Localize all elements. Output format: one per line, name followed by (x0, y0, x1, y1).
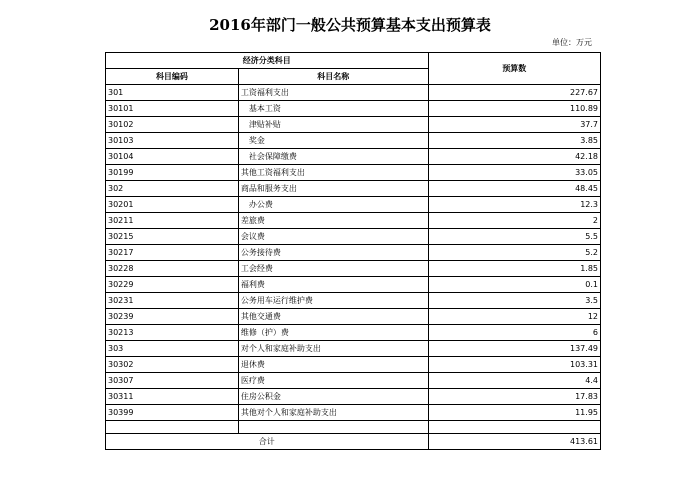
subject-name-cell: 住房公积金 (238, 389, 428, 405)
subject-name-cell: 社会保障缴费 (238, 149, 428, 165)
subject-code-cell: 30201 (106, 197, 239, 213)
subject-name-cell: 维修（护）费 (238, 325, 428, 341)
subject-code-cell: 30217 (106, 245, 239, 261)
subject-name-cell: 工会经费 (238, 261, 428, 277)
header-subject-name: 科目名称 (238, 69, 428, 85)
table-row (106, 341, 601, 357)
subject-name-cell: 会议费 (238, 229, 428, 245)
subject-name-cell: 其他工资福利支出 (238, 165, 428, 181)
subject-code-cell: 303 (106, 341, 239, 357)
table-row (106, 133, 601, 149)
table-row (106, 261, 601, 277)
subject-name-cell: 其他交通费 (238, 309, 428, 325)
subject-name-cell: 其他对个人和家庭补助支出 (238, 405, 428, 421)
table-row (106, 357, 601, 373)
subject-code-cell: 301 (106, 85, 239, 101)
subject-code-cell: 30215 (106, 229, 239, 245)
subject-code-cell: 30229 (106, 277, 239, 293)
budget-amount-cell: 48.45 (428, 181, 600, 197)
table-row (106, 85, 601, 101)
table-row-total (106, 434, 601, 450)
table-row (106, 229, 601, 245)
budget-amount-cell: 5.5 (428, 229, 600, 245)
subject-code-cell: 302 (106, 181, 239, 197)
budget-amount-cell: 6 (428, 325, 600, 341)
table-row (106, 309, 601, 325)
budget-amount-cell: 12.3 (428, 197, 600, 213)
budget-amount-cell: 11.95 (428, 405, 600, 421)
budget-amount-cell: 137.49 (428, 341, 600, 357)
subject-name-cell: 福利费 (238, 277, 428, 293)
subject-code-cell: 30399 (106, 405, 239, 421)
subject-code-cell: 30239 (106, 309, 239, 325)
budget-amount-cell: 37.7 (428, 117, 600, 133)
subject-code-cell: 30302 (106, 357, 239, 373)
table-row (106, 101, 601, 117)
subject-code-cell: 30213 (106, 325, 239, 341)
budget-amount-cell: 103.31 (428, 357, 600, 373)
budget-amount-cell: 33.05 (428, 165, 600, 181)
budget-amount-cell: 17.83 (428, 389, 600, 405)
table-row (106, 213, 601, 229)
total-amount: 413.61 (428, 434, 600, 450)
subject-name-cell: 公务接待费 (238, 245, 428, 261)
subject-code-cell: 30104 (106, 149, 239, 165)
budget-amount-cell: 5.2 (428, 245, 600, 261)
budget-amount-cell: 42.18 (428, 149, 600, 165)
subject-code-cell: 30311 (106, 389, 239, 405)
subject-name-cell: 退休费 (238, 357, 428, 373)
table-row (106, 389, 601, 405)
table-row (106, 165, 601, 181)
table-row (106, 117, 601, 133)
subject-name-cell: 医疗费 (238, 373, 428, 389)
budget-amount-cell: 4.4 (428, 373, 600, 389)
table-row (106, 149, 601, 165)
subject-code-cell: 30102 (106, 117, 239, 133)
table-row (106, 325, 601, 341)
table-row (106, 293, 601, 309)
budget-amount-cell: 0.1 (428, 277, 600, 293)
subject-code-cell: 30307 (106, 373, 239, 389)
subject-name-cell: 工资福利支出 (238, 85, 428, 101)
subject-code-cell: 30199 (106, 165, 239, 181)
subject-name-cell: 津贴补贴 (238, 117, 428, 133)
unit-label: 单位：万元 (552, 38, 592, 47)
subject-name-cell: 基本工资 (238, 101, 428, 117)
table-row-empty (106, 421, 601, 434)
total-label: 合计 (106, 434, 429, 450)
subject-code-cell: 30228 (106, 261, 239, 277)
subject-code-cell: 30101 (106, 101, 239, 117)
table-row (106, 181, 601, 197)
header-subject-code: 科目编码 (106, 69, 239, 85)
table-row (106, 197, 601, 213)
budget-amount-cell: 110.89 (428, 101, 600, 117)
table-row (106, 373, 601, 389)
subject-name-cell: 对个人和家庭补助支出 (238, 341, 428, 357)
subject-code-cell: 30103 (106, 133, 239, 149)
table-row (106, 277, 601, 293)
budget-table (105, 52, 601, 450)
budget-amount-cell: 1.85 (428, 261, 600, 277)
page-title: 2016年部门一般公共预算基本支出预算表 (209, 16, 491, 34)
header-budget-amount: 预算数 (428, 53, 600, 85)
subject-name-cell: 奖金 (238, 133, 428, 149)
subject-name-cell: 差旅费 (238, 213, 428, 229)
budget-amount-cell: 3.5 (428, 293, 600, 309)
subject-name-cell: 公务用车运行维护费 (238, 293, 428, 309)
subject-name-cell: 商品和服务支出 (238, 181, 428, 197)
budget-amount-cell: 2 (428, 213, 600, 229)
budget-amount-cell: 3.85 (428, 133, 600, 149)
table-row (106, 405, 601, 421)
table-row (106, 245, 601, 261)
subject-name-cell: 办公费 (238, 197, 428, 213)
budget-amount-cell: 227.67 (428, 85, 600, 101)
subject-code-cell: 30231 (106, 293, 239, 309)
budget-amount-cell: 12 (428, 309, 600, 325)
subject-code-cell: 30211 (106, 213, 239, 229)
header-economic-classification: 经济分类科目 (106, 53, 429, 69)
